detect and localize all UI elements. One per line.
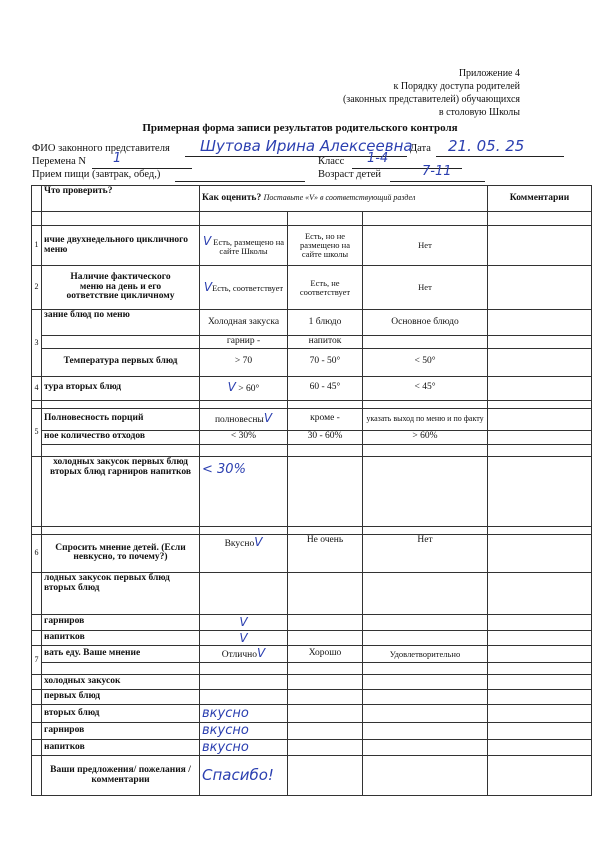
row-label-top: зание блюд по меню <box>42 310 200 336</box>
appendix-line-3: (законных представителей) обучающихся <box>342 94 520 105</box>
age-value: 7-11 <box>422 164 452 179</box>
table-row <box>32 739 592 756</box>
option-a: < 30% <box>200 430 288 444</box>
appendix-line-2: к Порядку доступа родителей <box>393 81 520 92</box>
comment-cell <box>488 310 592 336</box>
age-label: Возраст детей <box>318 169 382 180</box>
row-label: ное количество отходов <box>42 430 200 444</box>
option-b: Не очень <box>288 534 363 572</box>
table-row <box>32 376 592 400</box>
handwritten-value: вкусно <box>200 739 288 756</box>
row-number: 1 <box>32 226 42 266</box>
header-how-title: Как оценить? <box>202 192 262 203</box>
option-a: VЕсть, соответствует <box>200 266 288 310</box>
row-number: 5 <box>32 408 42 456</box>
table-row <box>32 705 592 723</box>
handwritten-value: вкусно <box>200 705 288 723</box>
table-row <box>32 266 592 310</box>
appendix-line-4: в столовую Школы <box>438 107 520 118</box>
age-underline <box>390 181 485 182</box>
header-what: Что проверить? <box>42 186 200 212</box>
row-sublabel: напитков <box>42 630 200 646</box>
check-mark: V <box>227 380 236 395</box>
date-underline <box>436 156 564 157</box>
option-c: < 45° <box>363 376 488 400</box>
table-header-row <box>32 186 592 212</box>
table-row <box>32 456 592 526</box>
appendix-line-1: Приложение 4 <box>458 68 520 79</box>
row-number: 2 <box>32 266 42 310</box>
header-how-note: Поставьте «V» в соответствующий раздел <box>263 192 416 202</box>
row-label: вать еду. Ваше мнение <box>42 646 200 663</box>
row-sublabel: вторых блюд <box>42 705 200 723</box>
table-row <box>32 348 592 376</box>
row-sublabel: холодных закусок <box>42 675 200 690</box>
control-table <box>31 185 592 796</box>
row-label: тура вторых блюд <box>42 376 200 400</box>
table-row <box>32 430 592 444</box>
row-label: ичие двухнедельного цикличного меню <box>42 226 200 266</box>
option-a-top: полновесныV <box>200 408 288 430</box>
row-sublabel: холодных закусок первых блюд вторых блюд гарниров напитков <box>42 456 200 526</box>
class-label: Класс <box>318 156 345 167</box>
table-row <box>32 630 592 646</box>
option-c: Удовлетворительно <box>363 646 488 663</box>
option-c: Нет <box>363 226 488 266</box>
option-a1: Холодная закуска <box>200 310 288 336</box>
table-row <box>32 336 592 349</box>
row-label: Температура первых блюд <box>42 348 200 376</box>
option-a: V > 60° <box>200 376 288 400</box>
row-sublabel: лодных закусок первых блюд вторых блюд <box>42 572 200 614</box>
header-how <box>200 186 488 212</box>
date-value: 21. 05. 25 <box>448 137 525 155</box>
option-a2: гарнир - <box>200 336 288 349</box>
table-row <box>32 675 592 690</box>
table-row <box>32 690 592 705</box>
option-c: > 60% <box>363 430 488 444</box>
option-c1: Основное блюдо <box>363 310 488 336</box>
document-title: Примерная форма записи результатов родительского контроля <box>142 122 458 134</box>
table-row <box>32 723 592 740</box>
date-label: Дата <box>410 143 431 154</box>
meal-label: Прием пищи (завтрак, обед,) <box>32 169 161 180</box>
fio-label: ФИО законного представителя <box>32 143 170 154</box>
option-a: ВкусноV <box>200 534 288 572</box>
option-b-top: кроме - <box>288 408 363 430</box>
option-b: 60 - 45° <box>288 376 363 400</box>
row-label: Спросить мнение детей. (Если невкусно, то почему?) <box>42 534 200 572</box>
option-a: > 70 <box>200 348 288 376</box>
option-b: Есть, не соответствует <box>288 266 363 310</box>
option-b1: 1 блюдо <box>288 310 363 336</box>
header-num-cell <box>32 186 42 212</box>
comment-cell <box>488 226 592 266</box>
table-row <box>32 756 592 796</box>
break-value: 1 <box>113 151 122 166</box>
check-mark: V <box>257 646 266 661</box>
check-mark: V <box>254 534 263 549</box>
row-number: 4 <box>32 376 42 400</box>
row-label: Ваши предложения/ пожелания / комментарии <box>42 756 200 796</box>
row-label: Наличие фактического меню на день и его оответствие цикличному <box>42 266 200 310</box>
option-c: < 50° <box>363 348 488 376</box>
option-b2: напиток <box>288 336 363 349</box>
check-mark: V <box>203 280 213 295</box>
option-c: Нет <box>363 534 488 572</box>
check-mark: V <box>200 630 288 646</box>
check-mark: V <box>263 411 273 426</box>
table-row <box>32 226 592 266</box>
row-sublabel: гарниров <box>42 723 200 740</box>
class-value: 1-4 <box>367 151 389 166</box>
handwritten-value: Спасибо! <box>200 756 288 796</box>
row-sublabel: напитков <box>42 739 200 756</box>
comment-cell <box>488 266 592 310</box>
break-label: Перемена N <box>32 156 86 167</box>
option-a: V Есть, размещено на сайте Школы <box>200 226 288 266</box>
row-sublabel: первых блюд <box>42 690 200 705</box>
row-number: 6 <box>32 534 42 572</box>
table-row <box>32 572 592 614</box>
fio-value: Шутова Ирина Алексеевна <box>200 137 413 155</box>
option-b: Есть, но не размещено на сайте школы <box>288 226 363 266</box>
option-a: ОтличноV <box>200 646 288 663</box>
table-row <box>32 408 592 430</box>
option-b: 70 - 50° <box>288 348 363 376</box>
option-b: 30 - 60% <box>288 430 363 444</box>
handwritten-value: вкусно <box>200 723 288 740</box>
table-row <box>32 614 592 630</box>
table-row <box>32 646 592 663</box>
row-number: 7 <box>32 646 42 675</box>
row-number: 3 <box>32 310 42 377</box>
option-c: Нет <box>363 266 488 310</box>
check-mark: V <box>200 614 288 630</box>
row-sublabel: гарниров <box>42 614 200 630</box>
row-label-top: Полновесность порций <box>42 408 200 430</box>
header-comments: Комментарии <box>488 186 592 212</box>
handwritten-value: < 30% <box>200 456 288 526</box>
check-mark: V <box>202 233 212 248</box>
meal-underline <box>175 181 305 182</box>
option-b: Хорошо <box>288 646 363 663</box>
table-row <box>32 310 592 336</box>
table-row <box>32 534 592 572</box>
option-c-top: указать выход по меню и по факту <box>363 408 488 430</box>
